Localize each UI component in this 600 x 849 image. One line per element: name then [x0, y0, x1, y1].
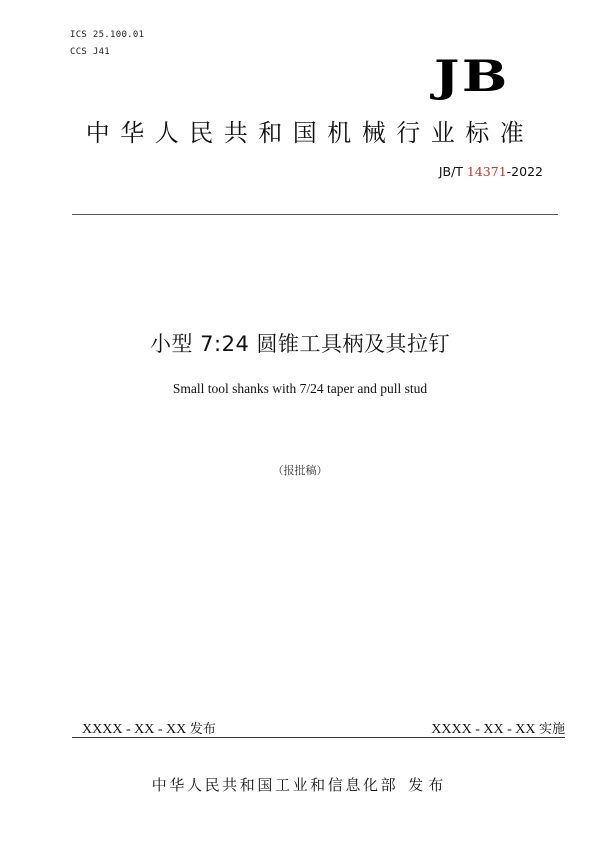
- standard-number: [439, 164, 543, 179]
- draft-status: （报批稿）: [272, 464, 328, 477]
- document-title-chinese: 小型 7:24 圆锥工具柄及其拉钉: [149, 332, 450, 356]
- release-date: [82, 718, 216, 738]
- release-date-value: XXXX - XX - XX: [82, 722, 190, 737]
- standard-number-main: 14371: [466, 164, 507, 179]
- ics-code: ICS 25.100.01: [70, 30, 145, 40]
- issuer-name: 中华人民共和国工业和信息化部: [151, 776, 399, 794]
- standard-number-suffix: -2022: [506, 164, 543, 179]
- footer-divider: [72, 737, 565, 738]
- implementation-date-label: 实施: [538, 722, 565, 737]
- header-divider: [72, 214, 558, 215]
- implementation-date: [431, 718, 565, 738]
- standard-category-title: 中华人民共和国机械行业标准: [85, 119, 535, 147]
- document-title-english: Small tool shanks with 7/24 taper and pull stud: [172, 381, 428, 396]
- issuing-authority: [0, 774, 600, 795]
- release-date-label: 发布: [189, 722, 216, 737]
- implementation-date-value: XXXX - XX - XX: [431, 722, 539, 737]
- standard-number-prefix: JB/T: [438, 164, 467, 179]
- jb-logo: JB: [434, 52, 510, 102]
- ccs-code: CCS J41: [70, 47, 111, 57]
- issuer-action: 发布: [408, 776, 449, 794]
